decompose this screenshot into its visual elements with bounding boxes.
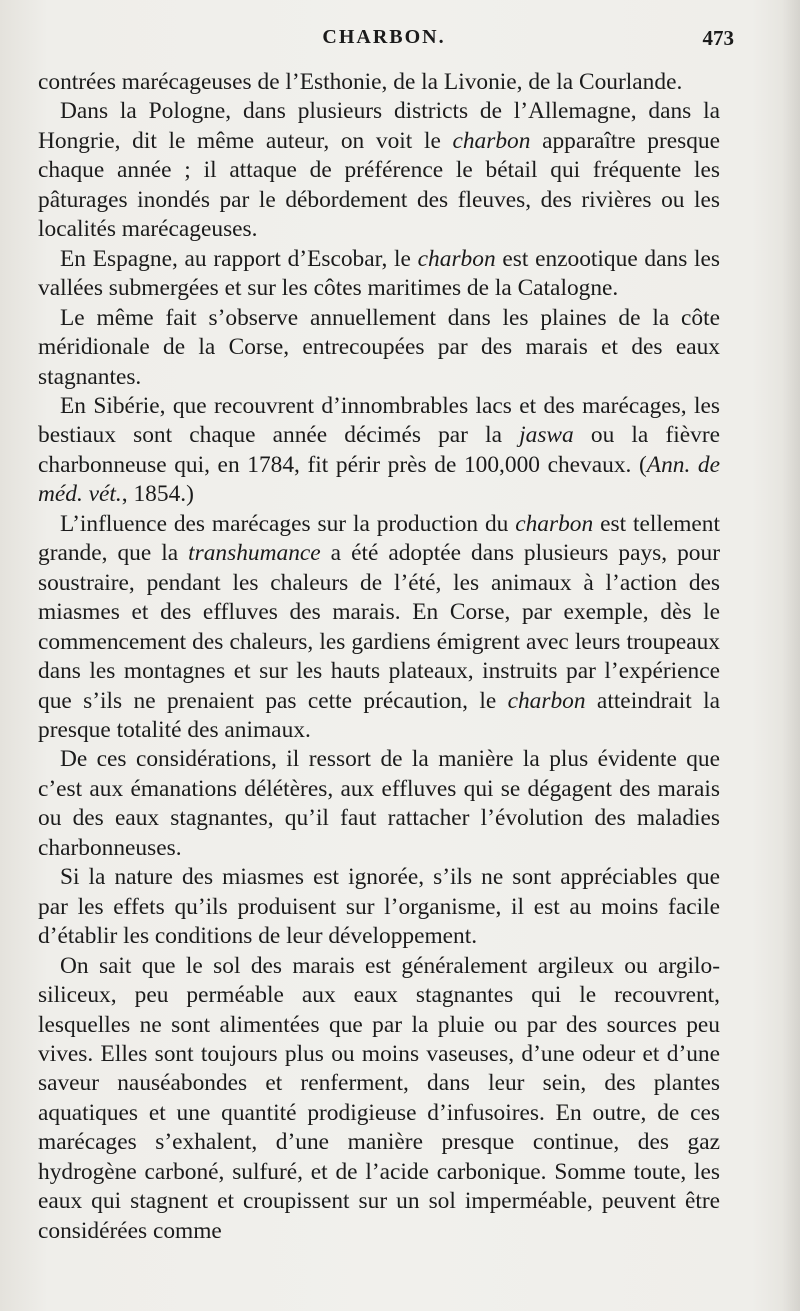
text-run: L’influence des marécages sur la production du bbox=[60, 510, 516, 537]
text-run: Si la nature des miasmes est ignorée, s’ils ne sont appréciables que par les effets qu’ils produisent sur l’organisme, il est au moins facile d’établir les conditions de leur développement. bbox=[38, 864, 720, 950]
text-run: ou la fièvre charbonneuse qui, en 1784, fit périr près de 100,000 chevaux. ( bbox=[38, 422, 720, 478]
body-text bbox=[38, 68, 720, 1246]
text-run: contrées marécageuses de l’Esthonie, de la Livonie, de la Courlande. bbox=[38, 69, 683, 95]
text-run: Dans la Pologne, dans plusieurs districts de l’Allemagne, dans la Hongrie, dit le même auteur, on voit le bbox=[38, 98, 720, 154]
paragraph bbox=[38, 510, 720, 746]
italic-term: transhumance bbox=[188, 540, 321, 567]
text-run: a été adoptée dans plusieurs pays, pour soustraire, pendant les chaleurs de l’été, les animaux à l’action des miasmes et des effluves des marais. En Corse, par exemple, dès le commencement des chaleurs, les gardiens émigrent avec leurs troupeaux dans les montagnes et sur les hauts plateaux, instruits par l’expérience que s’ils ne prenaient pas cette précaution, le bbox=[38, 540, 720, 714]
paragraph bbox=[38, 245, 720, 304]
italic-term: jaswa bbox=[519, 422, 574, 449]
text-run: , 1854.) bbox=[121, 481, 194, 508]
text-run: atteindrait la presque totalité des animaux. bbox=[38, 687, 721, 743]
page-number: 473 bbox=[702, 26, 734, 50]
text-run: est tellement grande, que la bbox=[38, 510, 720, 567]
text-run: De ces considérations, il ressort de la manière la plus évidente que c’est aux émanations délétères, aux effluves qui se dégagent des marais ou des eaux stagnantes, qu’il faut rattacher l’évolution des maladies charbonneuses. bbox=[38, 746, 720, 861]
paragraph bbox=[38, 68, 720, 97]
italic-term: charbon bbox=[452, 127, 531, 154]
paragraph bbox=[38, 863, 720, 951]
text-run: En Sibérie, que recouvrent d’innombrables lacs et des marécages, les bestiaux sont chaque année décimés par la bbox=[38, 392, 720, 449]
page-header bbox=[38, 26, 734, 56]
italic-term: Ann. de méd. vét. bbox=[38, 451, 721, 508]
italic-term: charbon bbox=[507, 687, 586, 714]
italic-term: charbon bbox=[417, 245, 496, 272]
paragraph bbox=[38, 304, 720, 392]
paragraph bbox=[38, 97, 720, 244]
paragraph bbox=[38, 952, 720, 1247]
page-edge-shading bbox=[782, 0, 800, 1311]
italic-term: charbon bbox=[515, 510, 594, 537]
text-run: En Espagne, au rapport d’Escobar, le bbox=[60, 245, 418, 272]
paragraph bbox=[38, 745, 720, 863]
text-run: On sait que le sol des marais est généralement argileux ou argilo-siliceux, peu perméable aux eaux stagnantes qui le recouvrent, lesquelles ne sont alimentées que par la pluie ou par des sources peu vives. Elles sont toujours plus ou moins vaseuses, d’une odeur et d’une saveur nauséabondes et renferment, dans leur sein, des plantes aquatiques et une quantité prodigieuse d’infusoires. En outre, de ces marécages s’exhalent, d’une manière presque continue, des gaz hydrogène carboné, sulfuré, et de l’acide carbonique. Somme toute, les eaux qui stagnent et croupissent sur un sol imperméable, peuvent être considérées comme bbox=[38, 952, 720, 1244]
text-run: Le même fait s’observe annuellement dans les plaines de la côte méridionale de la Corse, entrecoupées par des marais et des eaux stagnantes. bbox=[38, 304, 720, 390]
running-title: CHARBON. bbox=[322, 26, 446, 48]
text-run: apparaître presque chaque année ; il attaque de préférence le bétail qui fréquente les pâturages inondés par le débordement des fleuves, des rivières ou les localités marécageuses. bbox=[38, 127, 720, 243]
text-run: est enzootique dans les vallées submergées et sur les côtes maritimes de la Catalogne. bbox=[38, 245, 721, 302]
paragraph bbox=[38, 392, 720, 510]
